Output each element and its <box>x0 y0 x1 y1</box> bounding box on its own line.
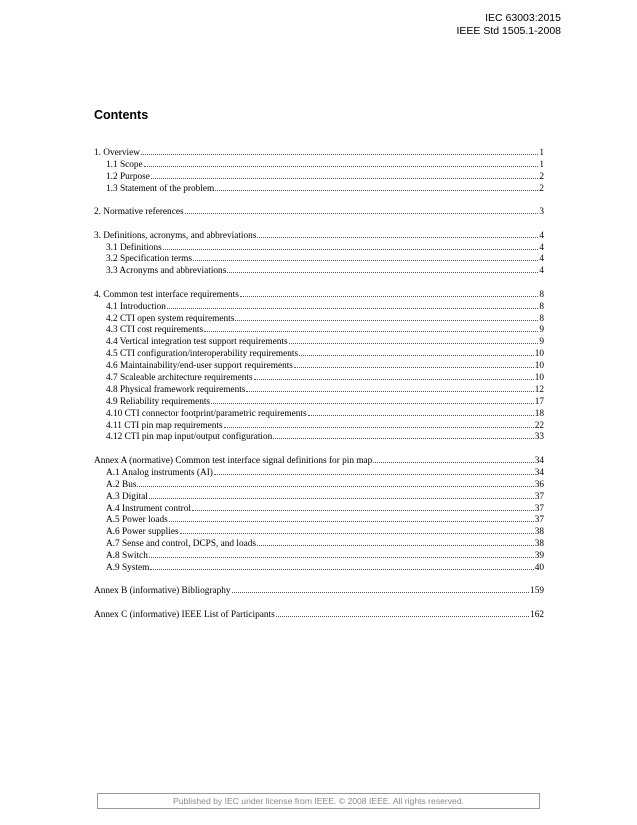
toc-entry[interactable] <box>94 288 544 300</box>
toc-entry[interactable] <box>94 205 544 217</box>
toc-leader-dots <box>193 252 538 261</box>
toc-entry[interactable] <box>94 300 544 312</box>
toc-entry-label: 4.7 Scaleable architecture requirements <box>106 373 253 384</box>
toc-entry[interactable] <box>94 323 544 335</box>
toc-entry[interactable] <box>94 430 544 442</box>
toc-entry-label: Annex B (informative) Bibliography <box>94 586 231 597</box>
toc-entry-label: A.2 Bus <box>106 479 137 490</box>
toc-entry-page: 37 <box>534 515 544 526</box>
toc-entry-page: 10 <box>534 373 544 384</box>
toc-entry[interactable] <box>94 170 544 182</box>
toc-entry[interactable] <box>94 264 544 276</box>
toc-entry-page: 38 <box>534 539 544 550</box>
standard-number-ieee: IEEE Std 1505.1-2008 <box>456 25 561 37</box>
toc-leader-dots <box>254 371 534 380</box>
toc-leader-dots <box>169 513 534 522</box>
toc-leader-dots <box>276 608 529 617</box>
toc-entry-label: A.1 Analog instruments (AI) <box>106 467 213 478</box>
toc-leader-dots <box>235 312 538 321</box>
toc-entry[interactable] <box>94 502 544 514</box>
toc-leader-dots <box>149 490 534 499</box>
toc-entry-page: 34 <box>534 455 544 466</box>
toc-entry[interactable] <box>94 490 544 502</box>
toc-leader-dots <box>150 561 533 570</box>
toc-leader-dots <box>204 323 538 332</box>
toc-entry-page: 33 <box>534 432 544 443</box>
toc-entry-label: 4. Common test interface requirements <box>94 289 239 300</box>
toc-entry-page: 37 <box>534 503 544 514</box>
toc-entry-page: 34 <box>534 467 544 478</box>
toc-entry[interactable] <box>94 537 544 549</box>
toc-entry-page: 4 <box>539 266 544 277</box>
toc-entry-page: 1 <box>539 148 544 158</box>
toc-leader-dots <box>215 182 538 191</box>
toc-entry-label: 3.3 Acronyms and abbreviations <box>106 266 227 277</box>
toc-entry-page: 3 <box>539 207 544 218</box>
toc-entry-page: 12 <box>534 384 544 395</box>
toc-leader-dots <box>185 205 539 214</box>
toc-leader-dots <box>240 288 539 297</box>
toc-entry-label: 3.2 Specification terms <box>106 254 192 265</box>
toc-entry[interactable] <box>94 252 544 264</box>
table-of-contents <box>94 146 544 620</box>
toc-entry-label: A.3 Digital <box>106 491 148 502</box>
toc-entry-page: 2 <box>539 171 544 182</box>
toc-entry[interactable] <box>94 454 544 466</box>
toc-entry[interactable] <box>94 525 544 537</box>
toc-entry-page: 10 <box>534 349 544 360</box>
toc-entry-page: 22 <box>534 420 544 431</box>
toc-entry[interactable] <box>94 549 544 561</box>
toc-leader-dots <box>141 146 538 155</box>
toc-entry-page: 8 <box>539 301 544 312</box>
toc-entry-page: 36 <box>534 479 544 490</box>
toc-entry-label: 4.11 CTI pin map requirements <box>106 420 223 431</box>
toc-leader-dots <box>373 454 533 463</box>
toc-entry[interactable] <box>94 359 544 371</box>
toc-entry-label: A.7 Sense and control, DCPS, and loads <box>106 539 257 550</box>
toc-entry[interactable] <box>94 146 544 158</box>
toc-entry-page: 38 <box>534 527 544 538</box>
toc-entry-label: 4.12 CTI pin map input/output configuration <box>106 432 273 443</box>
toc-leader-dots <box>149 549 534 558</box>
toc-entry-page: 8 <box>539 313 544 324</box>
toc-entry[interactable] <box>94 347 544 359</box>
toc-entry-page: 162 <box>530 609 544 620</box>
toc-entry-label: 1.2 Purpose <box>106 171 150 182</box>
toc-leader-dots <box>144 158 539 167</box>
toc-entry-label: 4.1 Introduction <box>106 301 166 312</box>
toc-leader-dots <box>308 407 534 416</box>
toc-leader-dots <box>246 383 533 392</box>
toc-entry-page: 1 <box>539 159 544 170</box>
toc-entry-label: A.6 Power supplies <box>106 527 179 538</box>
toc-entry[interactable] <box>94 335 544 347</box>
toc-entry[interactable] <box>94 561 544 573</box>
toc-entry-page: 4 <box>539 254 544 265</box>
toc-entry-label: A.9 System <box>106 562 150 573</box>
toc-entry-label: 4.3 CTI cost requirements <box>106 325 204 336</box>
toc-entry-label: 4.6 Maintainability/end-user support requirements <box>106 361 293 372</box>
toc-leader-dots <box>273 430 533 439</box>
toc-entry-label: Annex C (informative) IEEE List of Participants <box>94 609 275 620</box>
toc-entry-label: 2. Normative references <box>94 207 184 218</box>
toc-entry-label: 1. Overview <box>94 148 140 158</box>
toc-entry[interactable] <box>94 312 544 324</box>
toc-leader-dots <box>299 347 534 356</box>
toc-leader-dots <box>227 264 538 273</box>
contents-heading: Contents <box>94 108 149 122</box>
toc-entry-page: 17 <box>534 396 544 407</box>
toc-leader-dots <box>180 525 534 534</box>
toc-entry[interactable] <box>94 419 544 431</box>
toc-entry-label: 4.5 CTI configuration/interoperability requirements <box>106 349 299 360</box>
toc-entry-page: 4 <box>539 242 544 253</box>
toc-entry-page: 4 <box>539 230 544 241</box>
toc-entry[interactable] <box>94 371 544 383</box>
toc-leader-dots <box>211 395 534 404</box>
toc-entry-label: 4.4 Vertical integration test support requirements <box>106 337 288 348</box>
toc-leader-dots <box>232 584 529 593</box>
toc-entry[interactable] <box>94 478 544 490</box>
toc-entry-page: 37 <box>534 491 544 502</box>
toc-entry-label: 1.3 Statement of the problem <box>106 183 215 194</box>
copyright-footer: Published by IEC under license from IEEE. © 2008 IEEE. All rights reserved. <box>97 793 540 809</box>
toc-leader-dots <box>214 466 534 475</box>
toc-entry[interactable] <box>94 383 544 395</box>
toc-leader-dots <box>289 335 539 344</box>
toc-leader-dots <box>257 537 534 546</box>
toc-entry[interactable] <box>94 241 544 253</box>
toc-leader-dots <box>137 478 533 487</box>
toc-leader-dots <box>294 359 534 368</box>
toc-entry-label: 3.1 Definitions <box>106 242 162 253</box>
toc-entry[interactable] <box>94 395 544 407</box>
standard-header <box>457 12 562 38</box>
toc-entry[interactable] <box>94 466 544 478</box>
toc-entry-label: 4.2 CTI open system requirements <box>106 313 235 324</box>
toc-entry[interactable] <box>94 513 544 525</box>
toc-entry-page: 9 <box>539 337 544 348</box>
toc-entry-label: A.5 Power loads <box>106 515 168 526</box>
standard-number-iec: IEC 63003:2015 <box>485 12 561 24</box>
toc-entry-page: 18 <box>534 408 544 419</box>
toc-entry[interactable] <box>94 158 544 170</box>
toc-leader-dots <box>192 502 534 511</box>
toc-entry-label: 3. Definitions, acronyms, and abbreviations <box>94 230 257 241</box>
toc-leader-dots <box>224 419 534 428</box>
toc-entry-label: 4.10 CTI connector footprint/parametric requirements <box>106 408 307 419</box>
toc-leader-dots <box>163 241 539 250</box>
toc-entry-page: 40 <box>534 562 544 573</box>
toc-entry-page: 10 <box>534 361 544 372</box>
toc-entry-page: 39 <box>534 551 544 562</box>
toc-entry-page: 2 <box>539 183 544 194</box>
toc-entry-label: 4.8 Physical framework requirements <box>106 384 246 395</box>
toc-entry[interactable] <box>94 584 544 596</box>
toc-entry-page: 8 <box>539 289 544 300</box>
toc-entry[interactable] <box>94 407 544 419</box>
toc-entry-label: A.8 Switch <box>106 551 148 562</box>
toc-entry[interactable] <box>94 608 544 620</box>
toc-entry-label: 4.9 Reliability requirements <box>106 396 211 407</box>
toc-entry-label: Annex A (normative) Common test interface signal definitions for pin map <box>94 455 373 466</box>
toc-leader-dots <box>167 300 538 309</box>
toc-entry-page: 159 <box>530 586 544 597</box>
toc-entry-label: A.4 Instrument control <box>106 503 191 514</box>
toc-leader-dots <box>151 170 538 179</box>
toc-leader-dots <box>257 229 538 238</box>
toc-entry-page: 9 <box>539 325 544 336</box>
toc-entry[interactable] <box>94 229 544 241</box>
toc-entry[interactable] <box>94 182 544 194</box>
toc-entry-label: 1.1 Scope <box>106 159 143 170</box>
